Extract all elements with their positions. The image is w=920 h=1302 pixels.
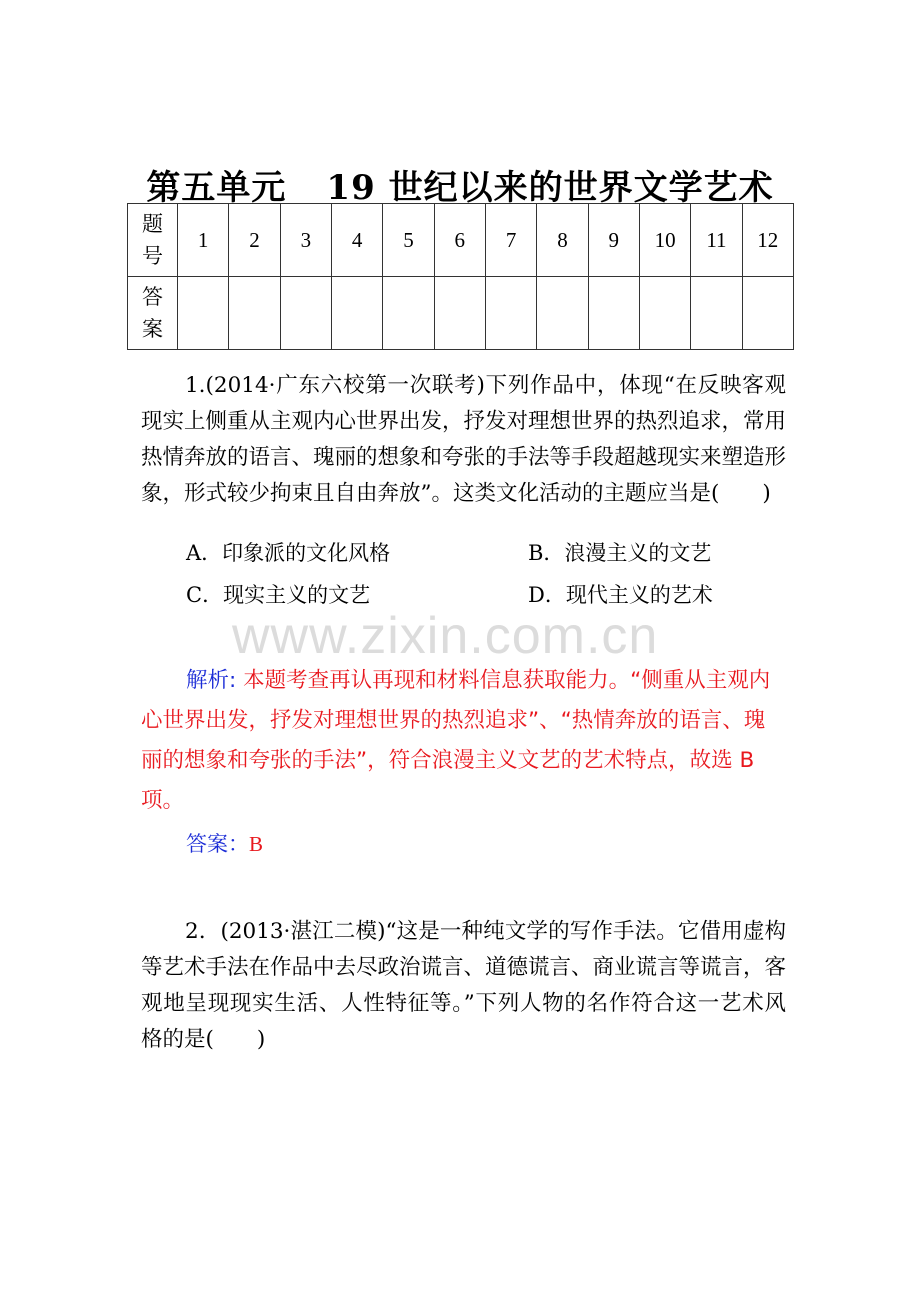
unit-label: 第五单元	[146, 168, 287, 208]
answer-cell[interactable]	[588, 277, 639, 350]
answer-cell[interactable]	[691, 277, 742, 350]
unit-topic: 19 世纪以来的世界文学艺术	[326, 168, 774, 208]
answer-cell[interactable]	[485, 277, 536, 350]
answer-cell[interactable]	[280, 277, 331, 350]
number-cell: 6	[434, 204, 485, 277]
answer-cell[interactable]	[178, 277, 229, 350]
number-cell: 8	[537, 204, 588, 277]
question-1-answer	[186, 828, 263, 858]
number-cell: 4	[331, 204, 382, 277]
answer-cell[interactable]	[229, 277, 280, 350]
option-c[interactable]: C．现实主义的文艺	[186, 583, 371, 607]
number-cell: 1	[178, 204, 229, 277]
option-b[interactable]: B．浪漫主义的文艺	[528, 541, 712, 565]
answer-cell[interactable]	[434, 277, 485, 350]
answer-header: 答 案	[128, 277, 178, 350]
question-2-source: 湛江二模	[290, 919, 378, 944]
analysis-text: 本题考查再认再现和材料信息获取能力。“侧重从主观内心世界出发，抒发对理想世界的热烈追求”、“热情奔放的语言、瑰丽的想象和夸张的手法”，符合浪漫主义文艺的艺术特点，故选 B 项。	[141, 668, 771, 813]
analysis-label: 解析:	[186, 668, 237, 693]
option-d[interactable]: D．现代主义的艺术	[528, 583, 713, 607]
option-a[interactable]: A．印象派的文化风格	[186, 541, 391, 565]
question-1-analysis	[141, 661, 786, 821]
number-cell: 9	[588, 204, 639, 277]
answer-cell[interactable]	[639, 277, 690, 350]
answer-cell[interactable]	[383, 277, 434, 350]
number-cell: 12	[742, 204, 793, 277]
answer-cell[interactable]	[537, 277, 588, 350]
answer-label: 答案：	[186, 832, 249, 856]
question-number-header: 题 号	[128, 204, 178, 277]
question-1-source: 广东六校第一次联考	[275, 373, 477, 398]
number-cell: 3	[280, 204, 331, 277]
number-cell: 5	[383, 204, 434, 277]
answer-cell[interactable]	[331, 277, 382, 350]
watermark: www.zixin.com.cn	[232, 607, 659, 665]
question-2-stem: 2．(2013·湛江二模)“这是一种纯文学的写作手法。它借用虚构等艺术手法在作品中去尽政治谎言、道德谎言、商业谎言等谎言，客观地呈现现实生活、人性特征等。”下列人物的名作符合这一艺术风格的是( )	[141, 919, 787, 1052]
number-cell: 2	[229, 204, 280, 277]
answer-table-answer-row	[128, 277, 794, 350]
number-cell: 7	[485, 204, 536, 277]
page-title	[0, 160, 920, 209]
question-1-stem: 1.(2014·广东六校第一次联考)下列作品中，体现“在反映客观现实上侧重从主观内心世界出发，抒发对理想世界的热烈追求，常用热情奔放的语言、瑰丽的想象和夸张的手法等手段超越现实来塑造形象，形式较少拘束且自由奔放”。这类文化活动的主题应当是( )	[141, 373, 787, 506]
number-cell: 11	[691, 204, 742, 277]
answer-table	[127, 203, 794, 350]
number-cell: 10	[639, 204, 690, 277]
answer-table-number-row	[128, 204, 794, 277]
answer-cell[interactable]	[742, 277, 793, 350]
answer-value: B	[249, 832, 264, 856]
